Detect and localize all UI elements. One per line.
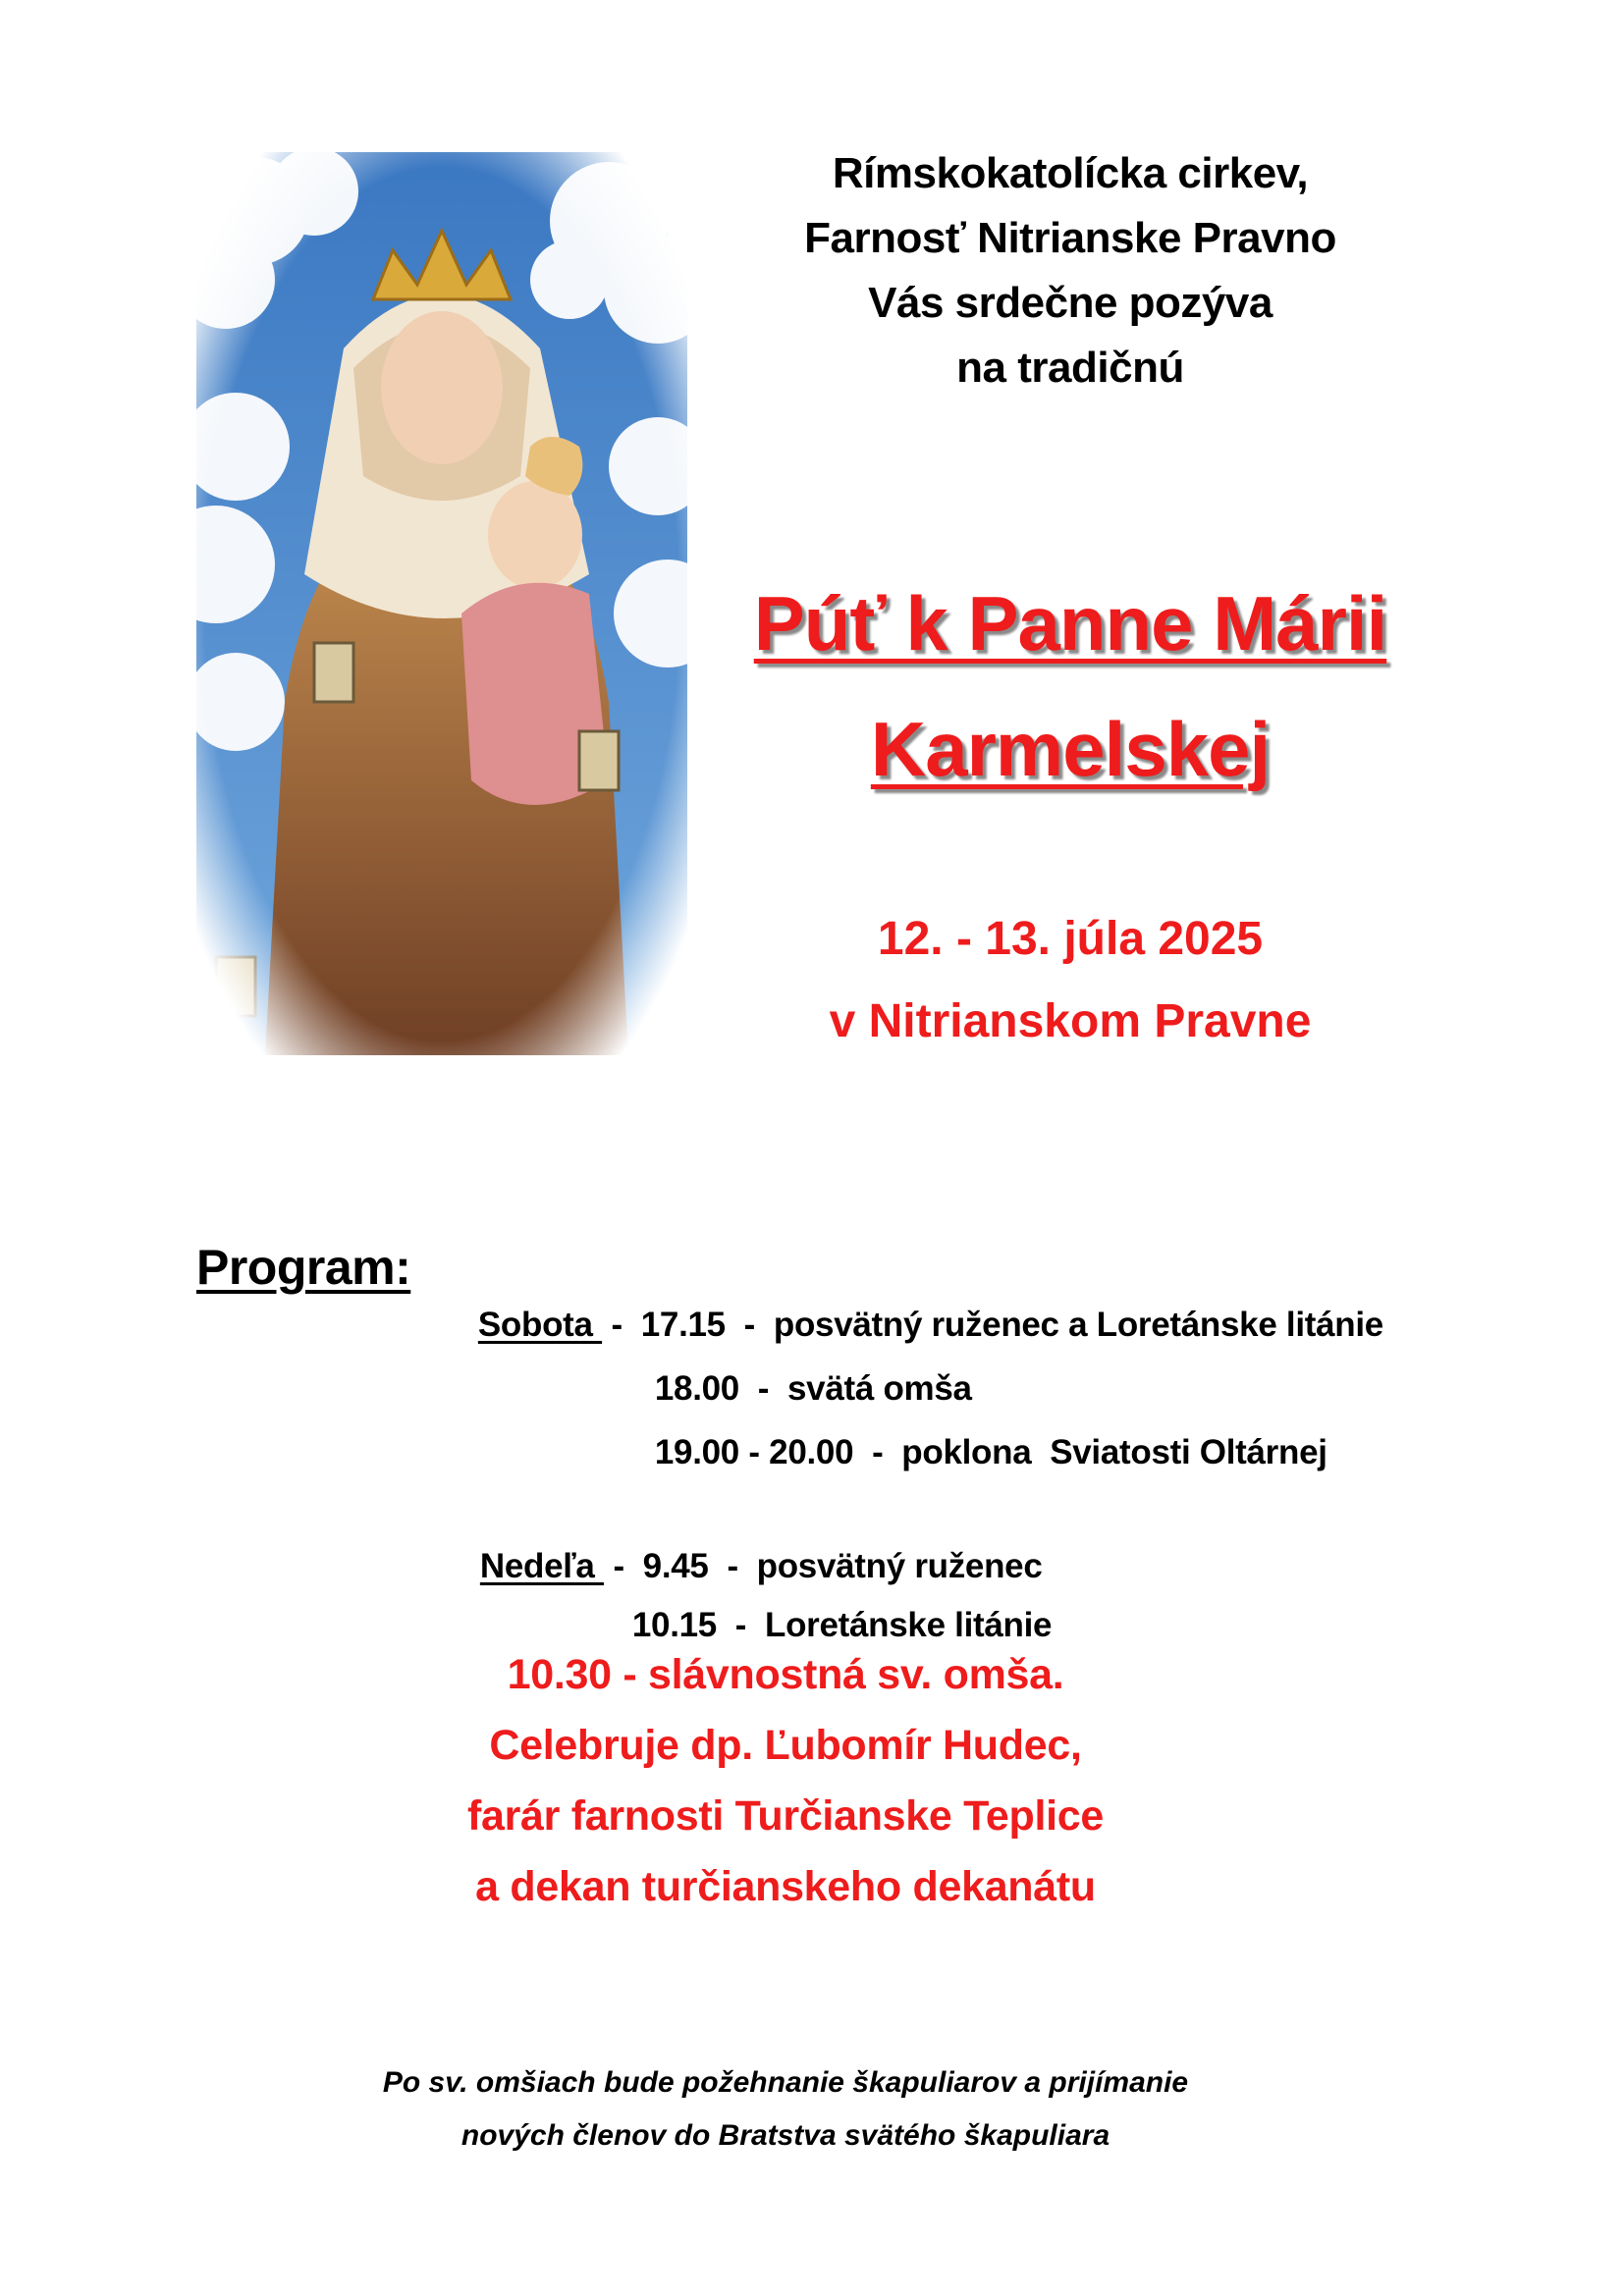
note-line: Po sv. omšiach bude požehnanie škapuliarov a prijímanie <box>382 2066 1189 2099</box>
header-line-church: Rímskokatolícka cirkev, <box>832 149 1309 197</box>
saturday-item-adoration: 19.00 - 20.00 - poklona Sviatosti Oltárnej <box>654 1433 1327 1471</box>
main-mass-line: Celebruje dp. Ľubomír Hudec, <box>489 1722 1082 1769</box>
sunday-item-rosary: 9.45 - posvätný ruženec <box>642 1547 1043 1585</box>
sunday-row <box>614 1537 1052 1655</box>
scapular-note <box>295 2056 1276 2163</box>
saturday-item-rosary: 17.15 - posvätný ruženec a Loretánske litánie <box>640 1306 1383 1344</box>
header-invitation <box>717 142 1424 400</box>
program-label: Program: <box>196 1240 411 1295</box>
event-dates: 12. - 13. júla 2025 <box>877 913 1264 965</box>
title-line-1: Púť k Panne Márii <box>753 580 1387 667</box>
madonna-painting <box>196 152 687 1055</box>
note-line: nových členov do Bratstva svätého škapuliara <box>460 2119 1110 2152</box>
main-mass-line: 10.30 - slávnostná sv. omša. <box>507 1651 1064 1698</box>
sunday-day-label: Nedeľa <box>479 1547 605 1585</box>
main-mass-block <box>295 1639 1276 1922</box>
saturday-row <box>636 1364 1327 1482</box>
title-line-2: Karmelskej <box>870 706 1271 792</box>
header-line-parish: Farnosť Nitrianske Pravno <box>804 214 1336 262</box>
saturday-day-label: Sobota <box>477 1306 603 1344</box>
saturday-item-mass: 18.00 - svätá omša <box>654 1369 972 1408</box>
main-mass-line: farár farnosti Turčianske Teplice <box>466 1792 1105 1840</box>
saturday-dash: - <box>602 1306 641 1344</box>
event-details <box>717 898 1424 1063</box>
sunday-item-litany: 10.15 - Loretánske litánie <box>631 1606 1053 1644</box>
page-title <box>717 569 1424 803</box>
header-line-invites: Vás srdečne pozýva <box>868 279 1272 327</box>
header-line-traditional: na tradičnú <box>956 344 1184 392</box>
event-place: v Nitrianskom Pravne <box>829 995 1312 1047</box>
main-mass-line: a dekan turčianskeho dekanátu <box>475 1863 1096 1910</box>
sunday-dash: - <box>604 1547 643 1585</box>
